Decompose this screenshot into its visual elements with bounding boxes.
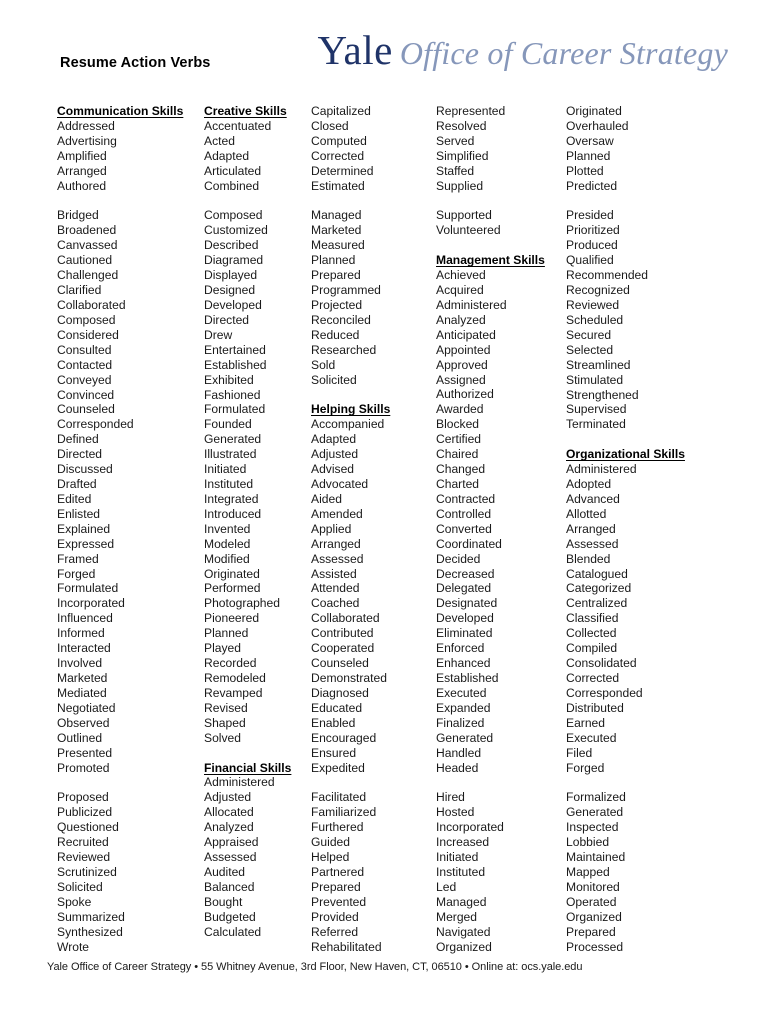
verb-item: Corresponded	[57, 417, 134, 432]
verb-item: Expedited	[311, 760, 365, 775]
verb-item: Planned	[311, 253, 356, 268]
verb-item: Organized	[566, 909, 622, 924]
verb-item: Arranged	[566, 521, 616, 536]
verb-item: Eliminated	[436, 626, 493, 641]
verb-item: Developed	[204, 297, 262, 312]
verb-column	[204, 104, 314, 940]
verb-item: Proposed	[57, 790, 109, 805]
verb-item: Composed	[57, 312, 116, 327]
verb-item: Advocated	[311, 477, 369, 492]
verb-item: Recognized	[566, 283, 630, 298]
column-spacer	[566, 194, 716, 209]
verb-item: Resolved	[436, 118, 487, 133]
verb-item: Described	[204, 238, 259, 253]
verb-item: Scheduled	[566, 312, 624, 327]
verb-item: Photographed	[204, 596, 280, 611]
verb-item: Reviewed	[57, 850, 111, 865]
verb-item: Enabled	[311, 715, 356, 730]
verb-item: Referred	[311, 924, 359, 939]
verb-item: Handled	[436, 745, 482, 760]
verb-item: Recruited	[57, 835, 109, 850]
verb-item: Diagnosed	[311, 685, 369, 700]
verb-item: Led	[436, 879, 457, 894]
verb-item: Displayed	[204, 268, 258, 283]
verb-item: Furthered	[311, 820, 364, 835]
verb-item: Challenged	[57, 268, 119, 283]
verb-item: Fashioned	[204, 387, 261, 402]
verb-item: Articulated	[204, 163, 262, 178]
verb-item: Served	[436, 133, 475, 148]
verb-item: Corrected	[566, 671, 620, 685]
verb-item: Overhauled	[566, 118, 629, 133]
verb-item: Capitalized	[311, 104, 371, 118]
verb-item: Predicted	[566, 178, 618, 193]
verb-item: Assessed	[566, 536, 619, 551]
verb-item: Expressed	[57, 536, 115, 551]
verb-item: Advertising	[57, 133, 117, 148]
verb-item: Represented	[436, 104, 506, 118]
verb-item: Analyzed	[436, 312, 486, 327]
verb-item: Administered	[436, 297, 507, 312]
verb-item: Managed	[436, 894, 487, 909]
verb-item: Inspected	[566, 820, 619, 835]
verb-item: Attended	[311, 581, 360, 596]
column-spacer	[311, 194, 439, 209]
verb-item: Distributed	[566, 700, 624, 715]
verb-item: Contacted	[57, 357, 113, 372]
verb-item: Advised	[311, 462, 355, 477]
verb-item: Informed	[57, 626, 105, 641]
verb-item: Outlined	[57, 730, 103, 745]
verb-item: Discussed	[57, 462, 113, 477]
verb-item: Adjusted	[204, 790, 252, 805]
column-spacer	[204, 194, 314, 209]
verb-item: Demonstrated	[311, 671, 387, 685]
verb-item: Addressed	[57, 118, 115, 133]
verb-item: Appointed	[436, 342, 491, 357]
verb-item: Managed	[311, 208, 362, 223]
verb-item: Assigned	[436, 372, 486, 387]
verb-item: Observed	[57, 715, 110, 730]
yale-tagline: Office of Career Strategy	[399, 35, 728, 71]
verb-item: Programmed	[311, 283, 381, 298]
verb-item: Acted	[204, 133, 235, 148]
verb-item: Founded	[204, 417, 252, 432]
verb-item: Organized	[436, 939, 492, 954]
verb-item: Prioritized	[566, 223, 620, 238]
verb-item: Finalized	[436, 715, 485, 730]
verb-item: Counseled	[311, 656, 369, 671]
yale-wordmark: Yale	[317, 27, 393, 73]
verb-item: Originated	[566, 104, 622, 118]
verb-item: Appraised	[204, 835, 259, 850]
verb-item: Volunteered	[436, 223, 501, 238]
verb-item: Centralized	[566, 596, 628, 611]
verb-item: Terminated	[566, 417, 626, 432]
verb-item: Accentuated	[204, 118, 272, 133]
verb-item: Oversaw	[566, 133, 614, 148]
verb-item: Prevented	[311, 894, 367, 909]
verb-item: Executed	[566, 730, 617, 745]
verb-item: Strengthened	[566, 387, 639, 402]
verb-item: Planned	[204, 626, 249, 641]
verb-item: Anticipated	[436, 327, 496, 342]
verb-item: Exhibited	[204, 372, 254, 387]
verb-item: Enhanced	[436, 656, 491, 671]
verb-item: Summarized	[57, 909, 125, 924]
verb-item: Solicited	[311, 372, 357, 387]
verb-item: Helped	[311, 850, 350, 865]
verb-item: Qualified	[566, 253, 614, 268]
verb-item: Wrote	[57, 939, 90, 954]
verb-item: Prepared	[566, 924, 616, 939]
verb-item: Closed	[311, 118, 349, 133]
verb-item: Combined	[204, 178, 260, 193]
verb-item: Collaborated	[57, 297, 126, 312]
column-spacer	[204, 746, 314, 761]
verb-item: Edited	[57, 491, 92, 506]
category-heading: Creative Skills	[204, 104, 287, 118]
verb-item: Bought	[204, 894, 243, 909]
verb-item: Incorporated	[57, 596, 125, 611]
verb-item: Lobbied	[566, 835, 610, 850]
verb-item: Administered	[566, 462, 637, 477]
verb-item: Amended	[311, 506, 363, 521]
verb-item: Analyzed	[204, 820, 254, 835]
verb-item: Calculated	[204, 924, 262, 939]
column-spacer	[436, 194, 568, 209]
verb-item: Reduced	[311, 327, 360, 342]
verb-item: Balanced	[204, 879, 255, 894]
verb-item: Consulted	[57, 342, 112, 357]
page-footer: Yale Office of Career Strategy • 55 Whitney Avenue, 3rd Floor, New Haven, CT, 06510 • Online at: ocs.yale.edu	[47, 961, 583, 973]
verb-item: Assisted	[311, 566, 357, 581]
verb-item: Audited	[204, 864, 246, 879]
verb-item: Acquired	[436, 283, 484, 298]
verb-item: Secured	[566, 327, 612, 342]
verb-item: Planned	[566, 148, 611, 163]
verb-item: Determined	[311, 163, 374, 178]
verb-item: Accompanied	[311, 417, 385, 432]
verb-item: Recorded	[204, 656, 257, 671]
category-heading: Management Skills	[436, 253, 545, 268]
category-heading: Helping Skills	[311, 402, 391, 417]
column-spacer	[436, 238, 568, 253]
verb-item: Diagramed	[204, 253, 264, 268]
verb-item: Collaborated	[311, 611, 380, 626]
verb-item: Enlisted	[57, 506, 101, 521]
verb-item: Modified	[204, 551, 250, 566]
verb-item: Generated	[204, 432, 262, 447]
verb-item: Invented	[204, 521, 251, 536]
verb-item: Counseled	[57, 402, 115, 417]
verb-item: Decided	[436, 551, 481, 566]
verb-item: Budgeted	[204, 909, 256, 924]
verb-item: Headed	[436, 760, 479, 775]
verb-item: Influenced	[57, 611, 113, 626]
verb-item: Formulated	[204, 402, 266, 417]
verb-item: Merged	[436, 909, 478, 924]
column-spacer	[566, 775, 716, 790]
verb-item: Questioned	[57, 820, 119, 835]
verb-item: Maintained	[566, 850, 626, 865]
verb-item: Filed	[566, 745, 593, 760]
verb-item: Converted	[436, 521, 492, 536]
verb-column	[57, 104, 207, 955]
verb-item: Achieved	[436, 268, 486, 283]
verb-item: Coached	[311, 596, 360, 611]
column-spacer	[566, 432, 716, 447]
verb-item: Corrected	[311, 148, 365, 163]
yale-logo	[317, 27, 728, 73]
verb-item: Familiarized	[311, 805, 377, 820]
verb-item: Adapted	[204, 148, 250, 163]
verb-item: Developed	[436, 611, 494, 626]
verb-item: Instituted	[436, 864, 486, 879]
verb-item: Interacted	[57, 641, 111, 656]
verb-item: Initiated	[204, 462, 247, 477]
verb-item: Researched	[311, 342, 377, 357]
verb-item: Catalogued	[566, 566, 628, 581]
verb-item: Reviewed	[566, 297, 620, 312]
verb-item: Consolidated	[566, 656, 637, 671]
verb-item: Promoted	[57, 760, 110, 775]
verb-item: Framed	[57, 551, 99, 566]
category-heading: Communication Skills	[57, 104, 184, 118]
verb-item: Supplied	[436, 178, 484, 193]
verb-item: Performed	[204, 581, 261, 596]
verb-item: Designated	[436, 596, 498, 611]
verb-item: Partnered	[311, 864, 365, 879]
verb-item: Customized	[204, 223, 268, 238]
column-spacer	[57, 194, 207, 209]
verb-item: Composed	[204, 208, 263, 223]
verb-item: Formalized	[566, 790, 626, 805]
verb-item: Formulated	[57, 581, 119, 596]
verb-item: Modeled	[204, 536, 251, 551]
verb-item: Facilitated	[311, 790, 367, 805]
verb-item: Corresponded	[566, 685, 643, 700]
verb-item: Solved	[204, 730, 241, 745]
verb-item: Hosted	[436, 805, 475, 820]
verb-item: Revised	[204, 700, 248, 715]
verb-item: Encouraged	[311, 730, 377, 745]
verb-item: Generated	[566, 805, 624, 820]
verb-item: Contributed	[311, 626, 374, 641]
page-title: Resume Action Verbs	[60, 55, 211, 71]
verb-item: Allotted	[566, 506, 607, 521]
verb-item: Incorporated	[436, 820, 504, 835]
verb-item: Assessed	[311, 551, 364, 566]
verb-item: Forged	[566, 760, 605, 775]
verb-item: Allocated	[204, 805, 254, 820]
verb-item: Arranged	[57, 163, 107, 178]
verb-item: Supervised	[566, 402, 627, 417]
verb-item: Estimated	[311, 178, 365, 193]
verb-item: Adapted	[311, 432, 357, 447]
verb-item: Marketed	[57, 671, 108, 686]
verb-item: Generated	[436, 730, 494, 745]
verb-item: Streamlined	[566, 357, 631, 372]
verb-item: Scrutinized	[57, 864, 117, 879]
verb-item: Chaired	[436, 447, 479, 462]
verb-item: Awarded	[436, 402, 484, 417]
verb-columns	[0, 104, 768, 954]
verb-item: Spoke	[57, 894, 92, 909]
verb-item: Reconciled	[311, 312, 371, 327]
verb-item: Controlled	[436, 506, 492, 521]
verb-item: Clarified	[57, 283, 102, 298]
verb-item: Produced	[566, 238, 618, 253]
verb-item: Authorized	[436, 387, 494, 402]
verb-item: Negotiated	[57, 700, 116, 715]
verb-item: Advanced	[566, 491, 620, 506]
column-spacer	[311, 775, 439, 790]
verb-item: Presided	[566, 208, 614, 223]
verb-item: Increased	[436, 835, 490, 850]
verb-item: Revamped	[204, 685, 263, 700]
verb-item: Educated	[311, 700, 363, 715]
verb-item: Defined	[57, 432, 99, 447]
verb-item: Selected	[566, 342, 614, 357]
verb-item: Prepared	[311, 879, 361, 894]
verb-item: Earned	[566, 715, 605, 730]
verb-item: Ensured	[311, 745, 357, 760]
verb-item: Synthesized	[57, 924, 123, 939]
verb-item: Arranged	[311, 536, 361, 551]
verb-item: Guided	[311, 835, 350, 850]
verb-item: Administered	[204, 775, 275, 790]
verb-item: Simplified	[436, 148, 489, 163]
verb-item: Hired	[436, 790, 465, 805]
verb-item: Computed	[311, 133, 367, 148]
verb-item: Authored	[57, 178, 107, 193]
verb-item: Publicized	[57, 805, 113, 820]
verb-item: Integrated	[204, 491, 259, 506]
verb-item: Operated	[566, 894, 617, 909]
verb-item: Blocked	[436, 417, 480, 432]
category-heading: Organizational Skills	[566, 447, 685, 462]
verb-item: Illustrated	[204, 447, 257, 462]
verb-item: Navigated	[436, 924, 491, 939]
page-header	[0, 0, 768, 92]
verb-item: Designed	[204, 283, 256, 298]
verb-item: Drew	[204, 327, 233, 342]
verb-item: Certified	[436, 432, 482, 447]
verb-item: Enforced	[436, 641, 485, 656]
verb-item: Prepared	[311, 268, 361, 283]
verb-item: Directed	[204, 312, 250, 327]
verb-item: Stimulated	[566, 372, 624, 387]
verb-item: Broadened	[57, 223, 117, 238]
verb-item: Considered	[57, 327, 119, 342]
verb-item: Drafted	[57, 477, 97, 492]
verb-item: Collected	[566, 626, 617, 641]
verb-item: Originated	[204, 566, 260, 581]
verb-item: Directed	[57, 447, 103, 462]
verb-item: Adopted	[566, 477, 612, 492]
category-heading: Financial Skills	[204, 760, 292, 775]
verb-item: Pioneered	[204, 611, 260, 626]
verb-column	[436, 104, 568, 955]
verb-column	[311, 104, 439, 955]
verb-item: Mediated	[57, 685, 107, 700]
verb-item: Assessed	[204, 850, 257, 865]
verb-item: Adjusted	[311, 447, 359, 462]
verb-item: Marketed	[311, 223, 362, 238]
verb-item: Aided	[311, 491, 342, 506]
verb-item: Expanded	[436, 700, 491, 715]
verb-item: Charted	[436, 477, 480, 492]
verb-item: Provided	[311, 909, 359, 924]
verb-item: Instituted	[204, 477, 254, 492]
verb-item: Established	[204, 357, 267, 372]
verb-item: Supported	[436, 208, 492, 223]
verb-item: Plotted	[566, 163, 604, 178]
verb-item: Initiated	[436, 850, 479, 865]
verb-item: Involved	[57, 656, 103, 671]
verb-item: Recommended	[566, 268, 649, 283]
verb-item: Bridged	[57, 208, 99, 223]
column-spacer	[311, 388, 439, 403]
verb-item: Amplified	[57, 148, 107, 163]
verb-item: Measured	[311, 238, 365, 253]
verb-item: Projected	[311, 297, 363, 312]
verb-item: Approved	[436, 357, 488, 372]
verb-item: Delegated	[436, 581, 492, 596]
verb-item: Cooperated	[311, 641, 375, 656]
verb-item: Canvassed	[57, 238, 118, 253]
verb-item: Categorized	[566, 581, 632, 596]
verb-item: Staffed	[436, 163, 475, 178]
verb-item: Coordinated	[436, 536, 502, 551]
verb-item: Conveyed	[57, 372, 112, 387]
verb-item: Solicited	[57, 879, 103, 894]
verb-item: Monitored	[566, 879, 620, 894]
verb-item: Executed	[436, 685, 487, 700]
verb-item: Decreased	[436, 566, 495, 581]
verb-item: Classified	[566, 611, 619, 626]
verb-item: Changed	[436, 462, 486, 477]
verb-item: Processed	[566, 939, 624, 954]
verb-item: Mapped	[566, 864, 610, 879]
verb-item: Sold	[311, 357, 336, 372]
verb-item: Established	[436, 671, 499, 685]
verb-item: Applied	[311, 521, 352, 536]
verb-item: Contracted	[436, 491, 496, 506]
verb-item: Forged	[57, 566, 96, 581]
column-spacer	[436, 775, 568, 790]
verb-item: Explained	[57, 521, 111, 536]
verb-item: Entertained	[204, 342, 266, 357]
verb-column	[566, 104, 716, 955]
verb-item: Convinced	[57, 387, 115, 402]
verb-item: Introduced	[204, 506, 262, 521]
verb-item: Cautioned	[57, 253, 113, 268]
verb-item: Blended	[566, 551, 611, 566]
verb-item: Rehabilitated	[311, 939, 382, 954]
verb-item: Played	[204, 641, 241, 656]
verb-item: Compiled	[566, 641, 618, 656]
column-spacer	[57, 775, 207, 790]
verb-item: Presented	[57, 745, 113, 760]
verb-item: Shaped	[204, 715, 246, 730]
verb-item: Remodeled	[204, 671, 266, 686]
